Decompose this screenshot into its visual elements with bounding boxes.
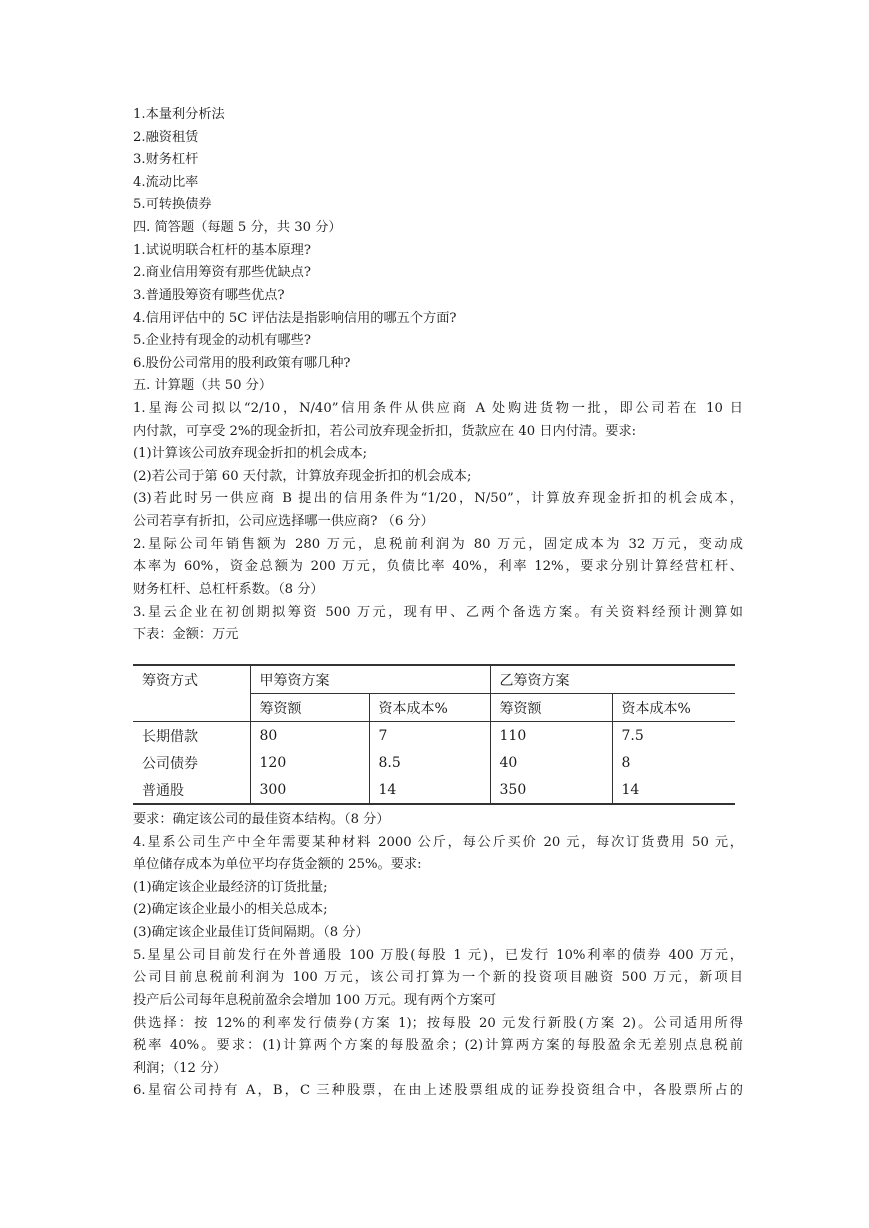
question-item: 3.普通股筹资有哪些优点?: [133, 288, 285, 303]
table-cell: 14: [612, 776, 735, 804]
table-row: [133, 722, 735, 750]
problem-text: 利润；（12 分）: [133, 1061, 227, 1076]
section-heading-calculation: 五. 计算题（共 50 分）: [133, 378, 273, 393]
problem-text: 供选择：按 12%的利率发行债券(方案 1)；按每股 20 元发行新股(方案 2)。公司适用所得: [133, 1016, 743, 1031]
table-cell: 14: [369, 776, 490, 804]
problem-text: (3)若此时另一供应商 B 提出的信用条件为“1/20，N/50”，计算放弃现金折扣的机会成本，: [133, 491, 743, 506]
table-header-cell: 乙筹资方案: [490, 665, 735, 694]
question-item: 1.试说明联合杠杆的基本原理?: [133, 243, 311, 258]
problem-text: (2)确定该企业最小的相关总成本;: [133, 902, 328, 917]
term-item-1: 1.本量利分析法: [133, 107, 225, 122]
problem-text: 单位储存成本为单位平均存货金额的 25%。要求:: [133, 857, 422, 872]
problem-text: 6.星宿公司持有 A，B，C 三种股票，在由上述股票组成的证券投资组合中，各股票所占的: [133, 1083, 743, 1098]
term-item-3: 3.财务杠杆: [133, 152, 199, 167]
section-heading-short-answer: 四. 简答题（每题 5 分，共 30 分）: [133, 220, 342, 235]
problem-text: 5.星星公司目前发行在外普通股 100 万股(每股 1 元)，已发行 10%利率的债券 400 万元，: [133, 948, 743, 963]
problem-text: 公司若享有折扣，公司应选择哪一供应商? （6 分）: [133, 514, 434, 529]
table-header-cell: 甲筹资方案: [250, 665, 490, 694]
table-cell: 120: [250, 749, 369, 776]
table-subheader-row: [133, 694, 735, 722]
financing-plan-table: [133, 664, 735, 805]
problem-text: 2.星际公司年销售额为 280 万元，息税前利润为 80 万元，固定成本为 32 万元，变动成: [133, 537, 743, 552]
question-item: 2.商业信用筹资有那些优缺点?: [133, 265, 311, 280]
table-cell: [133, 694, 250, 722]
problem-text: 下表：金额：万元: [133, 627, 239, 642]
table-cell: 300: [250, 776, 369, 804]
problem-text: 要求：确定该公司的最佳资本结构。（8 分）: [133, 812, 390, 827]
table-cell: 7: [369, 722, 490, 750]
question-item: 6.股份公司常用的股利政策有哪几种?: [133, 356, 351, 371]
problem-text: (3)确定该企业最佳订货间隔期。（8 分）: [133, 925, 369, 940]
problem-text: 1.星海公司拟以“2/10，N/40”信用条件从供应商 A 处购进货物一批，即公司若在 10 日: [133, 401, 743, 416]
problem-text: 公司目前息税前利润为 100 万元，该公司打算为一个新的投资项目融资 500 万元，新项目: [133, 970, 743, 985]
table-header-cell: 筹资方式: [133, 665, 250, 694]
table-row: [133, 749, 735, 776]
table-subheader-cell: 资本成本%: [612, 694, 735, 722]
table-cell: 40: [490, 749, 612, 776]
table-subheader-cell: 筹资额: [250, 694, 369, 722]
table-header-row: [133, 665, 735, 694]
problem-text: (1)计算该公司放弃现金折扣的机会成本;: [133, 446, 368, 461]
table-cell: 80: [250, 722, 369, 750]
table-cell: 350: [490, 776, 612, 804]
question-item: 5.企业持有现金的动机有哪些?: [133, 333, 311, 348]
table-row: [133, 776, 735, 804]
table-cell: 8: [621, 754, 631, 771]
table-cell: 普通股: [133, 776, 250, 804]
table-cell: 110: [490, 722, 612, 750]
problem-text: 内付款，可享受 2%的现金折扣，若公司放弃现金折扣，货款应在 40 日内付清。要求:: [133, 424, 637, 439]
table-subheader-cell: 筹资额: [490, 694, 612, 722]
problem-text: 4.星系公司生产中全年需要某种材料 2000 公斤，每公斤买价 20 元，每次订货费用 50 元，: [133, 835, 743, 850]
problem-text: 财务杠杆、总杠杆系数。（8 分）: [133, 582, 324, 597]
table-cell: 8.5: [369, 749, 490, 776]
problem-text: (2)若公司于第 60 天付款，计算放弃现金折扣的机会成本;: [133, 469, 472, 484]
table-subheader-cell: 资本成本%: [369, 694, 490, 722]
question-item: 4.信用评估中的 5C 评估法是指影响信用的哪五个方面?: [133, 311, 457, 326]
table-cell: 长期借款: [133, 722, 250, 750]
problem-text: 3.星云企业在初创期拟筹资 500 万元，现有甲、乙两个备选方案。有关资料经预计测算如: [133, 605, 743, 620]
table-cell: 公司债券: [133, 749, 250, 776]
problem-text: 投产后公司每年息税前盈余会增加 100 万元。现有两个方案可: [133, 993, 497, 1008]
problem-text: 本率为 60%，资金总额为 200 万元，负债比率 40%，利率 12%，要求分别计算经营杠杆、: [133, 559, 743, 574]
problem-text: 税率 40%。要求：(1)计算两个方案的每股盈余；(2)计算两方案的每股盈余无差别点息税前: [133, 1038, 743, 1053]
term-item-2: 2.融资租赁: [133, 130, 199, 145]
term-item-5: 5.可转换债券: [133, 197, 212, 212]
problem-text: (1)确定该企业最经济的订货批量;: [133, 880, 328, 895]
term-item-4: 4.流动比率: [133, 175, 199, 190]
table-cell: 7.5: [621, 727, 644, 744]
